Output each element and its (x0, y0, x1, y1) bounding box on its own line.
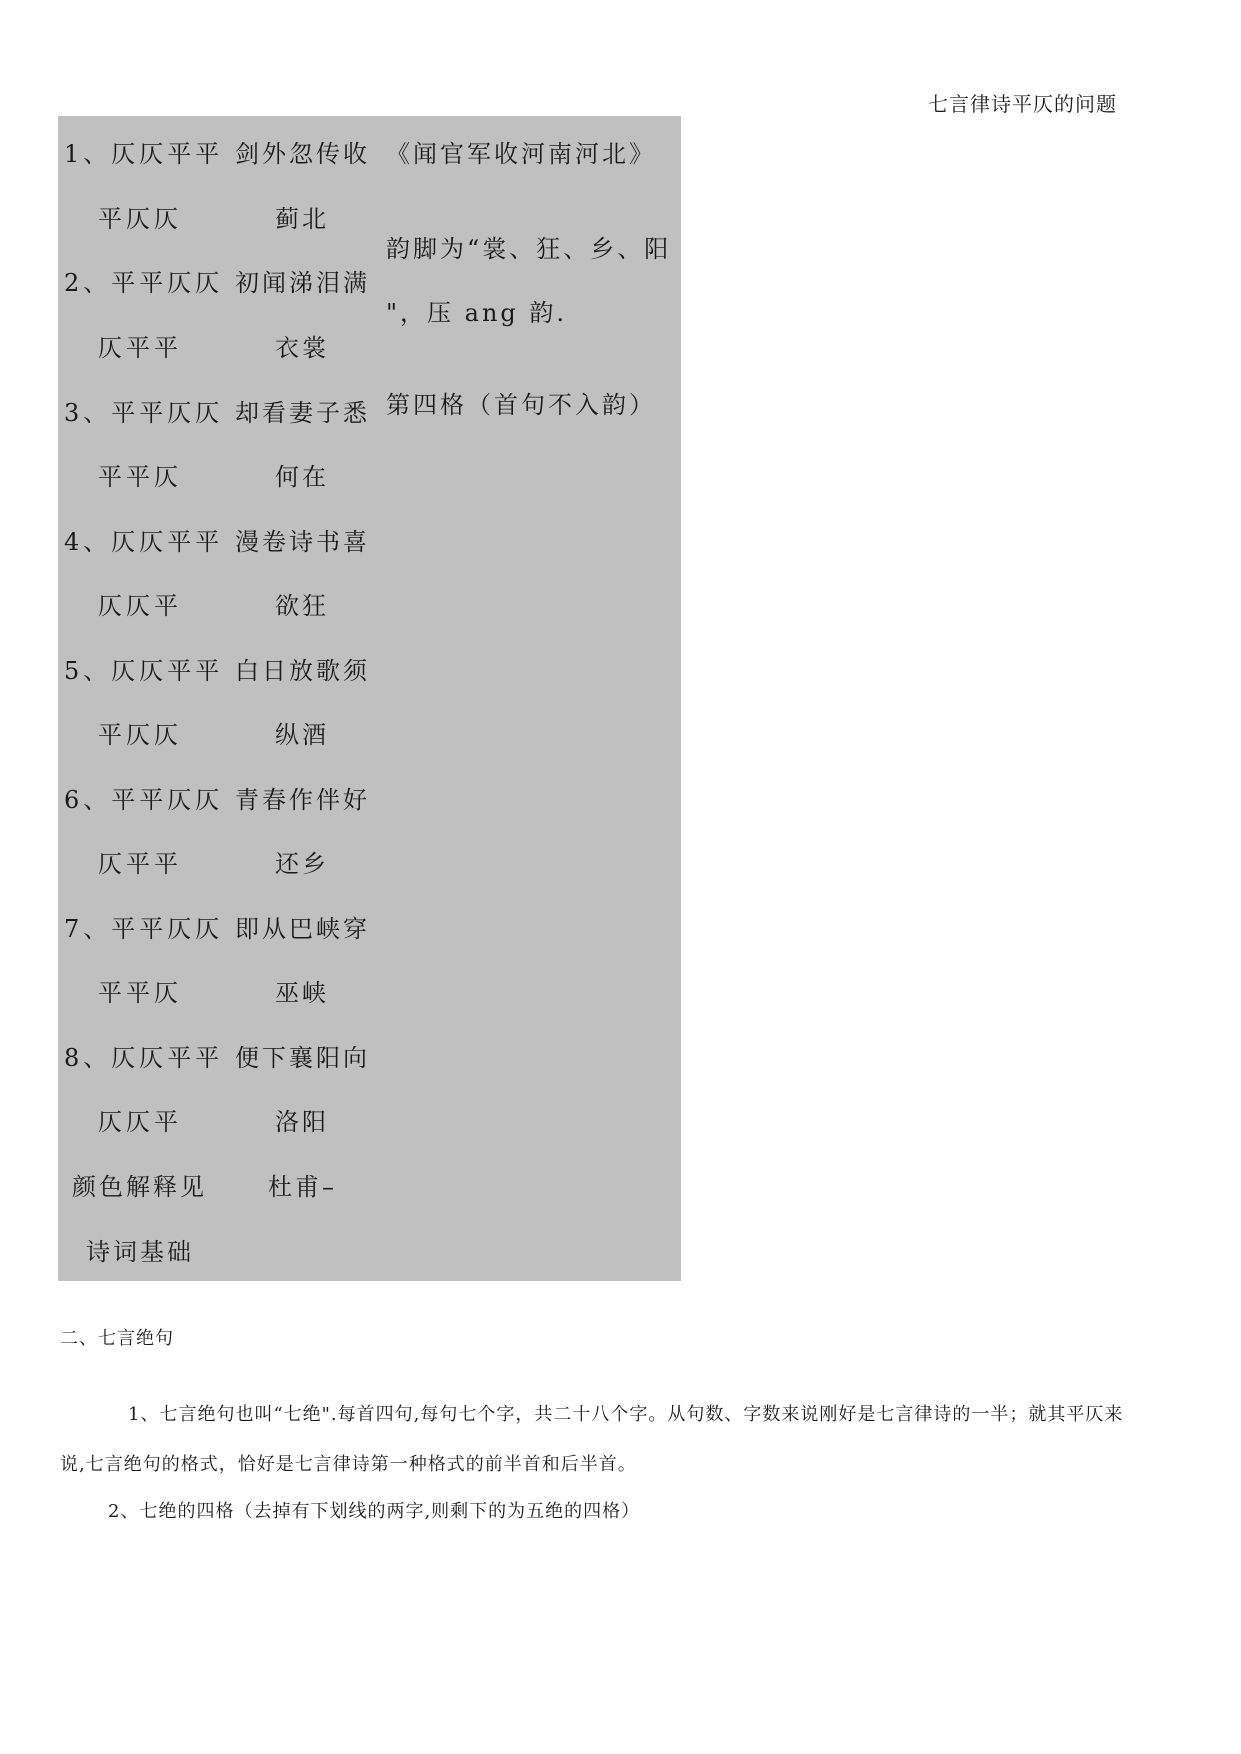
verse-line-4b: 欲狂 (275, 592, 329, 620)
verse-line-3b: 何在 (275, 463, 329, 491)
format-note: 第四格（首句不入韵） (386, 391, 656, 419)
color-explanation-note-2: 诗词基础 (86, 1238, 194, 1266)
verse-line-5a: 白日放歌须 (235, 657, 370, 685)
poem-author: 杜甫– (268, 1173, 337, 1201)
pattern-line-8b: 仄仄平 (98, 1108, 182, 1136)
pattern-line-8a: 8、仄仄平平 (64, 1044, 224, 1072)
rhyme-note-line-2: "，压 ang 韵. (386, 299, 568, 327)
pattern-line-5a: 5、仄仄平平 (64, 657, 224, 685)
verse-line-3a: 却看妻子悉 (235, 399, 370, 427)
paragraph-1-line-2: 说,七言绝句的格式，恰好是七言律诗第一种格式的前半首和后半首。 (60, 1454, 637, 1475)
verse-line-1a: 剑外忽传收 (235, 140, 370, 168)
verse-line-2a: 初闻涕泪满 (235, 269, 370, 297)
pattern-line-3b: 平平仄 (98, 463, 182, 491)
pattern-line-4a: 4、仄仄平平 (64, 528, 224, 556)
poem-title: 《闻官军收河南河北》 (386, 140, 656, 168)
pattern-line-6b: 仄平平 (98, 850, 182, 878)
verse-line-8b: 洛阳 (275, 1108, 329, 1136)
verse-line-4a: 漫卷诗书喜 (235, 528, 370, 556)
pattern-line-3a: 3、平平仄仄 (64, 399, 224, 427)
verse-line-6a: 青春作伴好 (235, 786, 370, 814)
pattern-line-7a: 7、平平仄仄 (64, 915, 224, 943)
verse-line-2b: 衣裳 (275, 334, 329, 362)
paragraph-2: 2、七绝的四格（去掉有下划线的两字,则剩下的为五绝的四格） (108, 1501, 641, 1522)
verse-line-8a: 便下襄阳向 (235, 1044, 370, 1072)
pattern-line-1a: 1、仄仄平平 (64, 140, 224, 168)
page-header-title: 七言律诗平仄的问题 (928, 92, 1117, 116)
verse-line-5b: 纵酒 (275, 721, 329, 749)
paragraph-1-line-1: 1、七言绝句也叫“七绝".每首四句,每句七个字，共二十八个字。从句数、字数来说刚好是七言律诗的一半；就其平仄来 (128, 1404, 1124, 1425)
section-heading: 二、七言绝句 (60, 1328, 174, 1349)
verse-line-1b: 蓟北 (275, 205, 329, 233)
pattern-line-5b: 平仄仄 (98, 721, 182, 749)
rhyme-note-line-1: 韵脚为“裳、狂、乡、阳 (386, 235, 672, 263)
verse-line-7a: 即从巴峡穿 (235, 915, 370, 943)
pattern-line-2b: 仄平平 (98, 334, 182, 362)
pattern-line-1b: 平仄仄 (98, 205, 182, 233)
verse-line-6b: 还乡 (275, 850, 329, 878)
color-explanation-note: 颜色解释见 (72, 1173, 207, 1201)
pattern-line-4b: 仄仄平 (98, 592, 182, 620)
pattern-line-7b: 平平仄 (98, 979, 182, 1007)
verse-line-7b: 巫峡 (275, 979, 329, 1007)
pattern-line-2a: 2、平平仄仄 (64, 269, 224, 297)
pattern-line-6a: 6、平平仄仄 (64, 786, 224, 814)
